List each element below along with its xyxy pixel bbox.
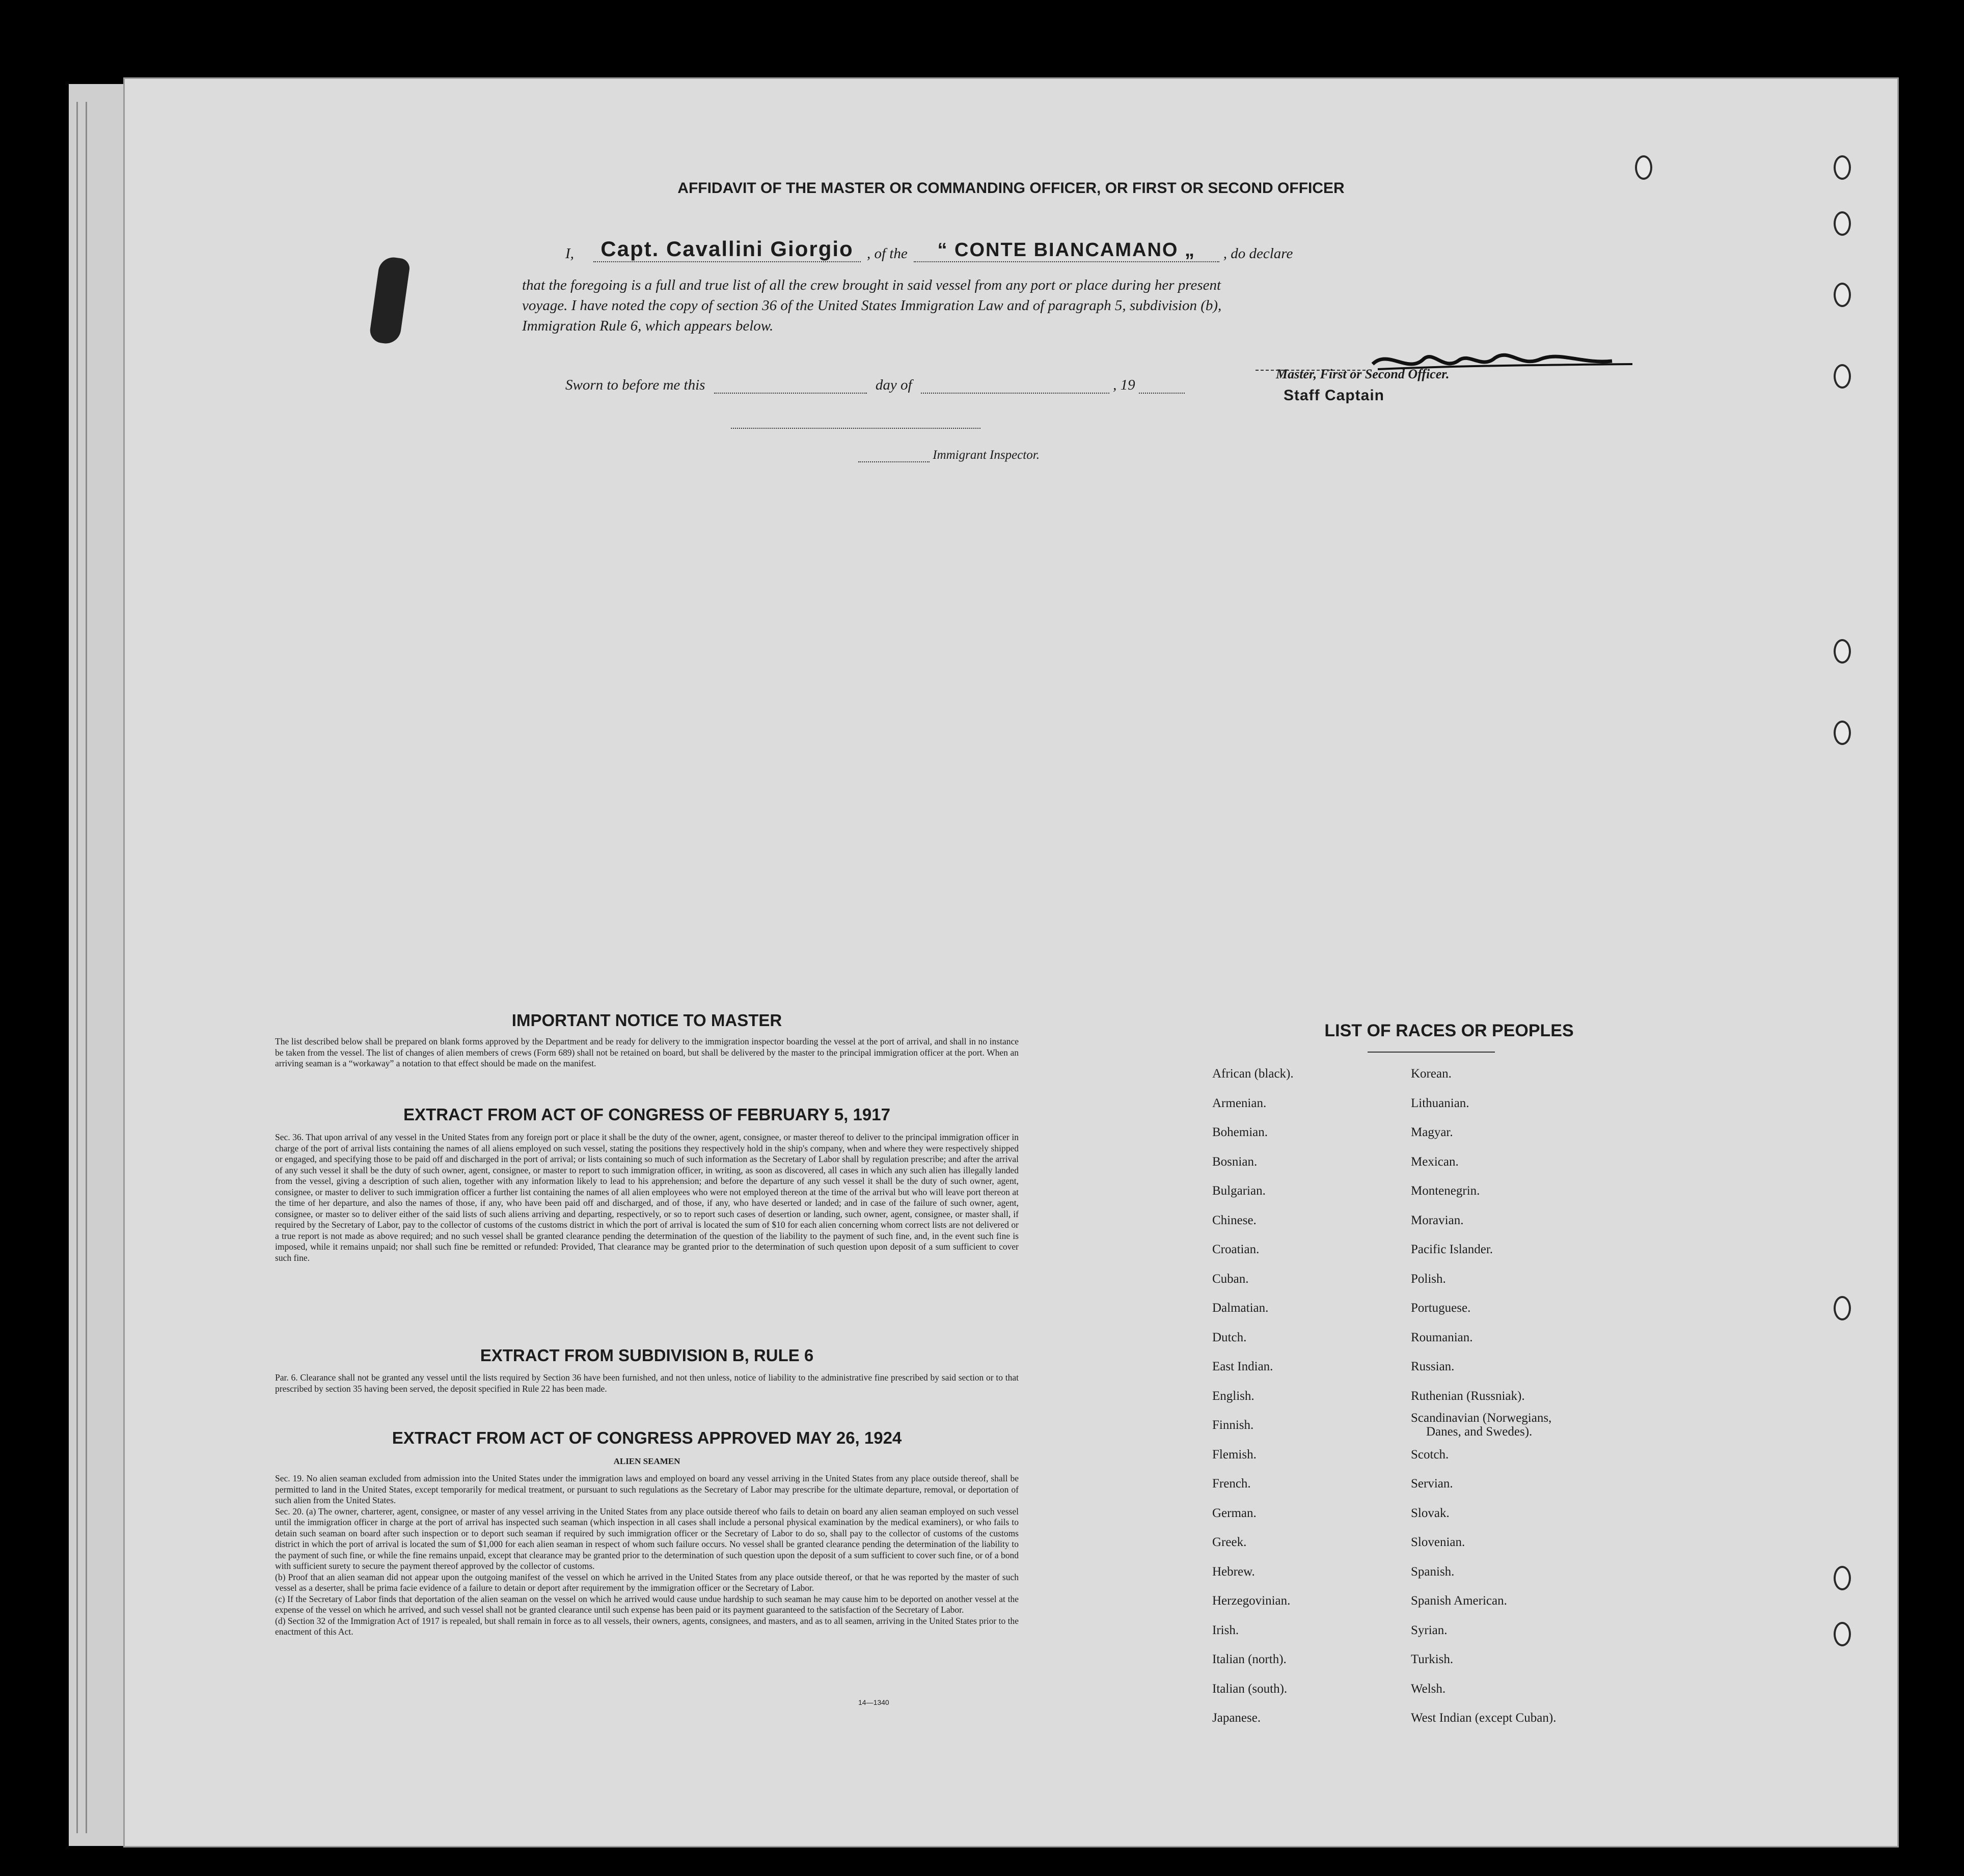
extract-1924-sec19: Sec. 19. No alien seaman excluded from admission into the United States under the immigration laws and employed on board any vessel arriving in the United States from any place outside thereof, shall be permitted to land in the United States, except temporarily for medical treatment, or pursuant to such regulations as the Secretary of Labor may prescribe for the ultimate departure, removal, or deportation of such alien from the United States. [275, 1473, 1019, 1505]
extract-1924-sec20a: Sec. 20. (a) The owner, charterer, agent, consignee, or master of any vessel arriving in the United States from any place outside thereof who fails to detain on board any alien seaman employed on such vessel until the immigration officer in charge at the port of arrival has inspected such seaman (which inspection in all cases shall include a personal physical examination by the medical examiners), or who fails to detain such seaman on board after such inspection or to deport such seaman if required by such immigration officer or the Secretary of Labor to do so, shall pay to the collector of customs of the customs district in which the port of arrival is located the sum of $1,000 for each alien seaman in respect of whom such failure occurs. No vessel shall be granted clearance pending the determination of the liability to the payment of such fine, or while the fine remains unpaid, except that clearance may be granted prior to the determination of such question upon the deposit of a sum sufficient to cover such fine, or of a bond with sufficient surety to secure the payment thereof approved by the collector of customs. [275, 1506, 1019, 1571]
race-item: Italian (north). [1212, 1652, 1287, 1666]
race-item: Croatian. [1212, 1243, 1260, 1256]
races-title-rule [1368, 1052, 1495, 1053]
race-item: Armenian. [1212, 1096, 1267, 1110]
race-item: West Indian (except Cuban). [1411, 1711, 1557, 1725]
binder-hole-icon [1635, 155, 1652, 180]
extract-1924-title: EXTRACT FROM ACT OF CONGRESS APPROVED MAY 26, 1924 [392, 1428, 902, 1447]
year-label: , 19 [1113, 377, 1135, 393]
day-of-label: day of [875, 377, 912, 393]
race-item: Mexican. [1411, 1154, 1459, 1169]
ink-stamp [368, 256, 411, 346]
race-item: Moravian. [1411, 1213, 1464, 1227]
do-declare-label: , do declare [1223, 245, 1293, 262]
binder-hole-icon [1834, 1296, 1851, 1320]
master-label: Master, First or Second Officer. [1276, 367, 1450, 381]
inspector-field [858, 461, 930, 462]
race-item: German. [1212, 1506, 1257, 1520]
race-item: African (black). [1212, 1067, 1294, 1081]
inspector-row [858, 448, 1040, 462]
binder-hole-icon [1834, 721, 1851, 745]
sworn-year-field [1139, 393, 1185, 394]
extract-1924-sec20d: (d) Section 32 of the Immigration Act of 1917 is repealed, but shall remain in force as to all vessels, their owners, agents, consignees, and masters, and as to all seamen, arriving in the United States prior to the enactment of this Act. [275, 1615, 1019, 1637]
race-item: Irish. [1212, 1623, 1239, 1637]
race-item: Scotch. [1411, 1447, 1449, 1461]
race-item: Pacific Islander. [1411, 1243, 1493, 1256]
name-value: Capt. Cavallini Giorgio [601, 237, 854, 261]
declaration-line: Immigration Rule 6, which appears below. [522, 318, 774, 334]
race-item: Dalmatian. [1212, 1301, 1269, 1315]
race-item: Welsh. [1411, 1681, 1446, 1696]
binder-hole-icon [1834, 639, 1851, 664]
binder-hole-icon [1834, 155, 1851, 180]
extract-1917-body: Sec. 36. That upon arrival of any vessel in the United States from any foreign port or place it shall be the duty of the owner, agent, consignee, or master thereof to deliver to the principal immigration officer in charge of the port of arrival lists containing the names of all aliens employed on such vessel, stating the positions they respectively hold in the ship's company, when and where they were respectively shipped or engaged, and specifying those to be paid off and discharged in the port of arrival; or lists containing so much of such information as the Secretary of Labor shall by regulation prescribe; and after the arrival of any such vessel it shall be the duty of such owner, agent, consignee, or master to report to such immigration officer, in writing, as soon as discovered, all cases in which any such alien has illegally landed from the vessel, giving a description of such alien, together with any information likely to lead to his apprehension; and before the departure of any such vessel it shall be the duty of such owner, agent, consignee, or master to deliver to such immigration officer a further list containing the names of all alien employees who were not employed thereon at the time of the arrival but who will leave port thereon at the time of her departure, and also the names of those, if any, who have been paid off and discharged, and of those, if any, who have deserted or landed; and in case of the failure of such owner, agent, consignee, or master so to deliver either of the said lists of such aliens arriving and departing, respectively, or so to report such cases of desertion or landing, such owner, agent, consignee, or master shall, if required by the Secretary of Labor, pay to the collector of customs of the customs district in which the port of arrival is located the sum of $10 for each alien concerning whom correct lists are not delivered or a true report is not made as above required; and no such vessel shall be granted clearance pending the determination of the question of the liability to the payment of such fine, and, in the event such fine is imposed, while it remains unpaid; nor shall such fine be remitted or refunded: Provided, That clearance may be granted prior to the determination of such question upon deposit of a sum sufficient to cover such fine. [275, 1132, 1019, 1263]
extract-1924-sec20b: (b) Proof that an alien seaman did not appear upon the outgoing manifest of the vessel on which he arrived in the United States from any place outside thereof, or that he was reported by the master of such vessel as a deserter, shall be prima facie evidence of a failure to detain or deport after requirement by the immigration officer or the Secretary of Labor. [275, 1571, 1019, 1593]
race-item: Greek. [1212, 1535, 1247, 1549]
race-item: Russian. [1411, 1360, 1455, 1373]
race-item: Spanish. [1411, 1564, 1455, 1579]
race-item: Portuguese. [1411, 1301, 1471, 1315]
race-item: East Indian. [1212, 1360, 1273, 1373]
sworn-row [565, 377, 1185, 394]
race-item: Polish. [1411, 1272, 1446, 1286]
staff-captain-stamp: Staff Captain [1284, 387, 1385, 404]
affidavit-title: AFFIDAVIT OF THE MASTER OR COMMANDING OFFICER, OR FIRST OR SECOND OFFICER [677, 180, 1345, 197]
race-item: French. [1212, 1477, 1251, 1491]
notice-body: The list described below shall be prepared on blank forms approved by the Department and be ready for delivery to the immigration inspector boarding the vessel at the port of arrival, and shall in no instance be taken from the vessel. The list of changes of alien members of crews (Form 689) shall not be retained on board, but shall be delivered by the master to the principal immigration officer at the port. When an arriving seaman is a “workaway” a notation to that effect should be made on the manifest. [275, 1036, 1019, 1068]
race-item: Flemish. [1212, 1447, 1257, 1461]
race-item: Hebrew. [1212, 1564, 1255, 1579]
race-item: Danes, and Swedes). [1426, 1425, 1533, 1439]
races-title: LIST OF RACES OR PEOPLES [1324, 1021, 1574, 1040]
vessel-value: “ CONTE BIANCAMANO „ [937, 239, 1196, 261]
name-field [593, 237, 861, 262]
extract-1924-subtitle: ALIEN SEAMEN [613, 1456, 680, 1466]
race-item: Turkish. [1411, 1652, 1454, 1666]
binder-hole-icon [1834, 1566, 1851, 1590]
sworn-month-field [921, 393, 1109, 394]
race-item: Syrian. [1411, 1623, 1448, 1637]
binder-hole-icon [1834, 283, 1851, 307]
race-item: Korean. [1411, 1067, 1452, 1081]
races-right-column [1411, 1059, 1655, 1733]
race-item: English. [1212, 1389, 1254, 1403]
race-item: Ruthenian (Russniak). [1411, 1389, 1525, 1403]
race-item: Chinese. [1212, 1213, 1257, 1227]
extract-1924-body [275, 1473, 1019, 1638]
race-item: Roumanian. [1411, 1330, 1473, 1344]
manifest-page [125, 79, 1897, 1846]
race-item: Dutch. [1212, 1330, 1247, 1344]
form-number: 14—1340 [858, 1698, 889, 1706]
binder-hole-icon [1834, 211, 1851, 236]
race-item: Bosnian. [1212, 1154, 1258, 1169]
race-item: Spanish American. [1411, 1594, 1507, 1608]
vessel-field [914, 239, 1219, 262]
binder-hole-icon [1834, 1622, 1851, 1646]
race-item: Herzegovinian. [1212, 1594, 1291, 1608]
race-item: Lithuanian. [1411, 1096, 1469, 1110]
extract-1917-title: EXTRACT FROM ACT OF CONGRESS OF FEBRUARY 5, 1917 [403, 1105, 890, 1124]
affidavit-declaration-row [565, 237, 1660, 262]
of-the-label: , of the [867, 245, 908, 262]
inspector-signature-line [731, 428, 980, 429]
sworn-label: Sworn to before me this [565, 377, 705, 393]
extract-1924-sec20c: (c) If the Secretary of Labor finds that deportation of the alien seaman on the vessel on which he arrived would cause undue hardship to such seaman he may cause him to be deported on another vessel at the expense of the vessel on which he arrived, and such vessel shall not be granted clearance until such expense has been paid or its payment guaranteed to the satisfaction of the Secretary of Labor. [275, 1593, 1019, 1615]
declaration-line: voyage. I have noted the copy of section 36 of the United States Immigration Law and of paragraph 5, subdivision (b), [522, 297, 1222, 314]
declaration-line: that the foregoing is a full and true list of all the crew brought in said vessel from any port or place during her present [522, 277, 1221, 293]
race-item: Italian (south). [1212, 1681, 1288, 1696]
races-left-column [1212, 1059, 1416, 1733]
race-item: Bohemian. [1212, 1125, 1268, 1139]
race-item: Bulgarian. [1212, 1184, 1266, 1198]
race-item: Slovak. [1411, 1506, 1450, 1520]
notice-title: IMPORTANT NOTICE TO MASTER [511, 1011, 782, 1030]
race-item: Japanese. [1212, 1711, 1261, 1725]
sworn-day-field [714, 393, 867, 394]
i-label: I, [565, 245, 574, 262]
extract-rule6-body: Par. 6. Clearance shall not be granted any vessel until the lists required by Section 36 have been furnished, and not then unless, notice of liability to the administrative fine prescribed by said section or to that prescribed by section 35 having been served, the deposit specified in Rule 22 has been made. [275, 1372, 1019, 1394]
page-edge [86, 102, 87, 1833]
race-item: Finnish. [1212, 1418, 1254, 1432]
page-edge [76, 102, 78, 1833]
extract-rule6-title: EXTRACT FROM SUBDIVISION B, RULE 6 [480, 1346, 814, 1365]
declaration-text [522, 275, 1694, 336]
race-item: Servian. [1411, 1477, 1453, 1491]
binder-hole-icon [1834, 364, 1851, 389]
race-item: Magyar. [1411, 1125, 1453, 1139]
race-item: Slovenian. [1411, 1535, 1465, 1549]
race-item: Cuban. [1212, 1272, 1249, 1286]
race-item: Scandinavian (Norwegians, [1411, 1411, 1552, 1425]
race-item: Montenegrin. [1411, 1184, 1480, 1198]
inspector-label: Immigrant Inspector. [933, 448, 1040, 462]
